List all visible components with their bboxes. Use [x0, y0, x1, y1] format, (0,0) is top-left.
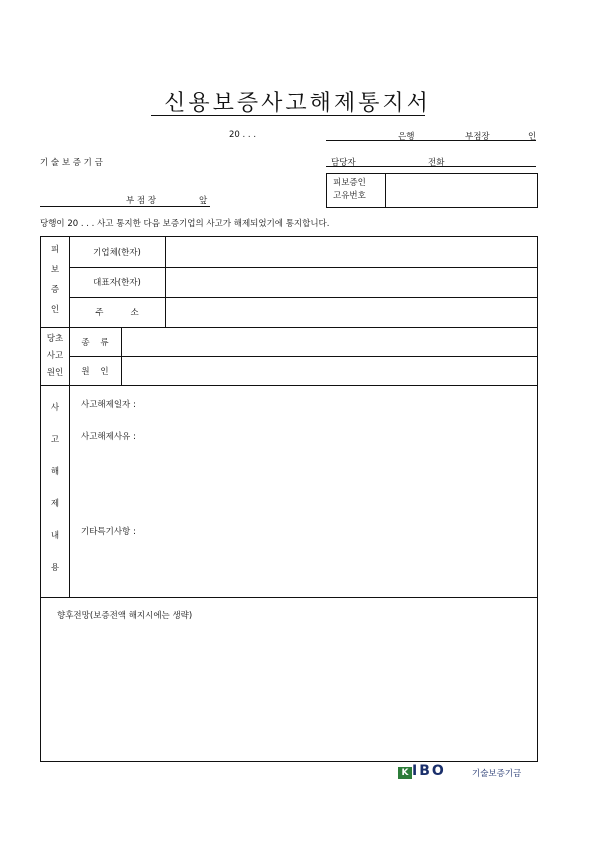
cause-label: 원 인	[81, 366, 109, 377]
release-reason-label: 사고해제사유 :	[81, 432, 136, 442]
guaranteed-section-label: 피 보 증 인	[50, 245, 60, 315]
kibo-logo-mark: K	[398, 767, 412, 779]
release-date-label: 사고해제일자 :	[81, 400, 136, 410]
addressee-suffix: 앞	[199, 196, 208, 206]
bank-underline	[326, 140, 536, 141]
notice-date: 20 . . .	[229, 130, 257, 140]
release-section-label: 사 고 해 제 내 용	[50, 403, 60, 573]
kibo-logo-subtitle: 기술보증기금	[472, 769, 522, 779]
bank-label: 은행	[398, 132, 415, 142]
branch-manager-label: 부점장	[465, 132, 490, 142]
guaranteed-id-label: 피보증인 고유번호	[333, 178, 366, 201]
original-cause-section-label: 당초 사고 원인	[46, 334, 64, 378]
recipient: 기 술 보 증 기 금	[40, 158, 103, 168]
person-in-charge-label: 담당자	[331, 158, 356, 168]
seal-label: 인	[528, 132, 537, 142]
document-title: 신용보증사고해제통지서	[164, 91, 431, 116]
phone-label: 전화	[428, 158, 445, 168]
company-name-label: 기업체(한자)	[93, 248, 141, 258]
address-label: 주 소	[95, 308, 139, 318]
outlook-label: 향후전망(보증전액 해지시에는 생략)	[57, 611, 193, 621]
title-underline	[151, 115, 425, 116]
person-underline	[326, 166, 536, 167]
notice-text: 당행이 20 . . . 사고 통지한 다음 보증기업의 사고가 해제되었기에 통지합니다.	[40, 219, 330, 229]
guaranteed-id-box	[326, 173, 538, 208]
representative-label: 대표자(한자)	[93, 278, 141, 288]
cause-type-label: 종 류	[81, 337, 109, 348]
form-table	[40, 236, 538, 762]
kibo-logo-word: IBO	[412, 763, 446, 779]
addressee-title: 부 점 장	[126, 196, 157, 206]
addressee-underline	[40, 206, 210, 207]
other-notes-label: 기타특기사항 :	[81, 527, 136, 537]
